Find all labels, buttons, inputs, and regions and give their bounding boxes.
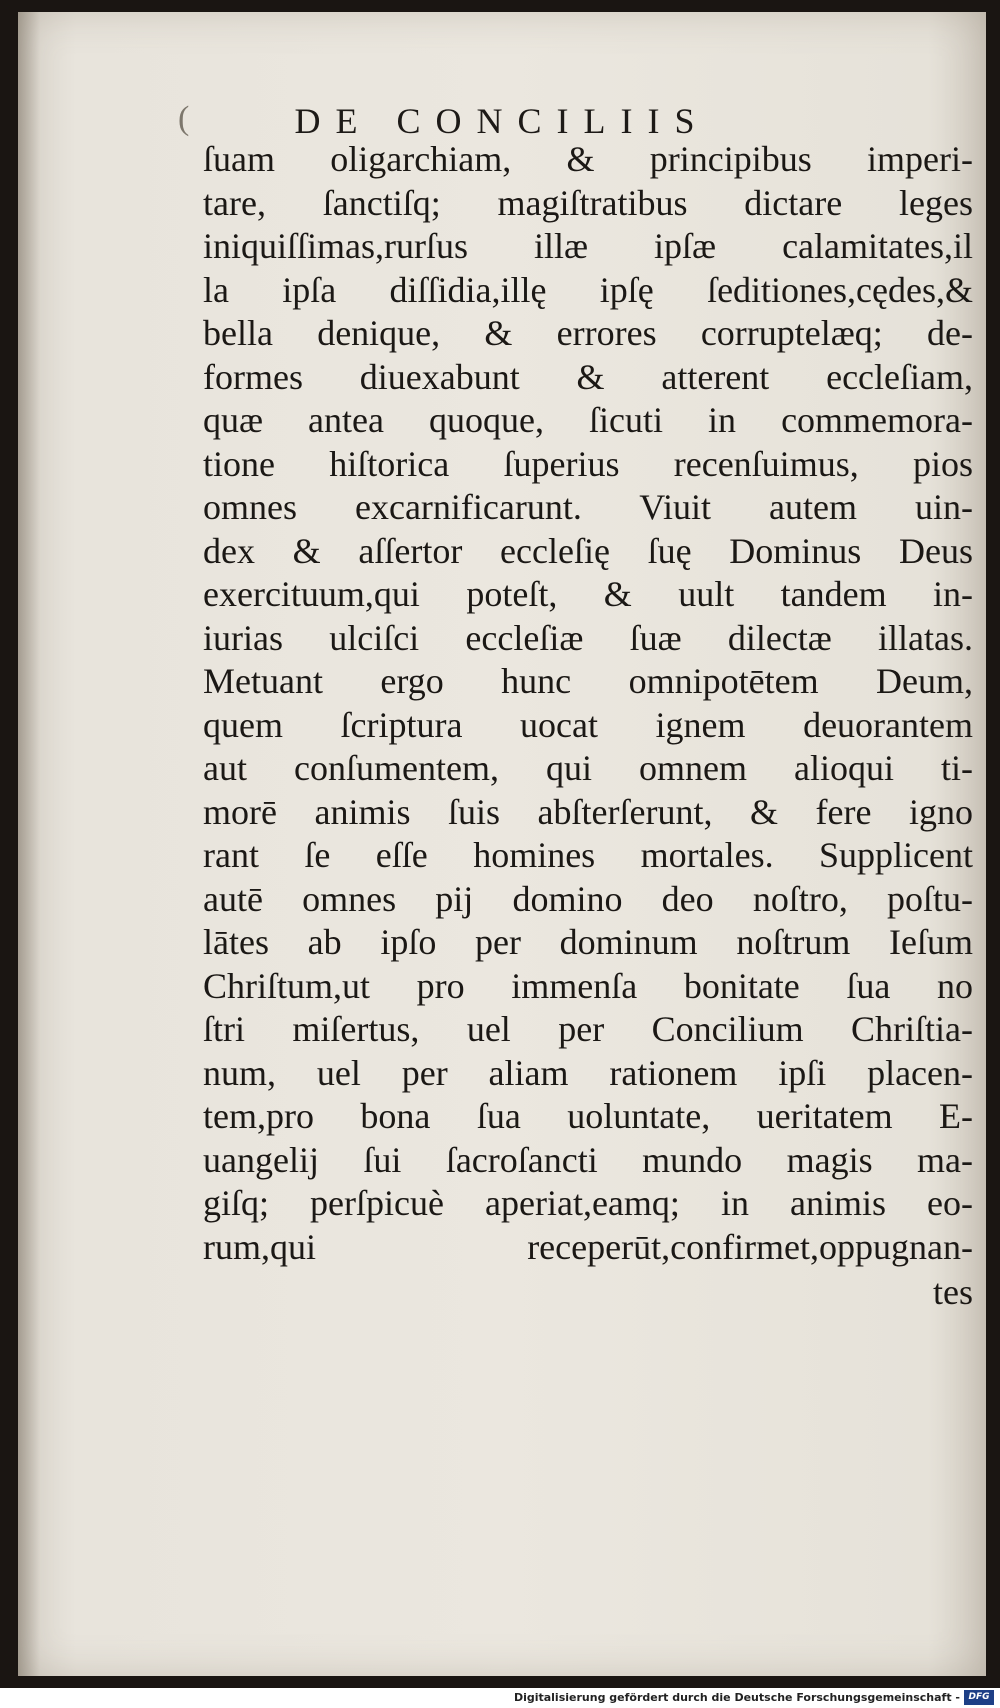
running-head: DE CONCILIIS [294,101,710,141]
text-line: quem ſcriptura uocat ignem deuorantem [203,704,973,745]
text-line: Chriſtum,ut pro immenſa bonitate ſua no [203,965,973,1006]
text-line: giſq; perſpicuè aperiat,eamq; in animis eo- [203,1183,973,1223]
text-line: tem,pro bona ſua uoluntate, ueritatem E- [203,1096,973,1136]
text-line: formes diuexabunt & atterent eccleſiam, [203,356,973,397]
text-line: omnes excarnificarunt. Viuit autem uin- [203,487,973,527]
text-line: num, uel per aliam rationem ipſi placen- [203,1052,973,1093]
text-line: uangelij ſui ſacroſancti mundo magis ma- [203,1139,973,1180]
text-line: rant ſe eſſe homines mortales. Supplicent [203,835,973,875]
text-line: la ipſa diſſidia,illę ipſę ſeditiones,cędes,& [203,269,973,310]
text-line: Metuant ergo hunc omnipotētem Deum, [203,661,973,701]
text-line: iurias ulciſci eccleſiæ ſuæ dilectæ illatas. [203,617,973,658]
catchword: tes [933,1272,973,1312]
dfg-logo[interactable]: DFG [964,1690,994,1705]
text-line: rum,qui receperūt,confirmet,oppugnan- [203,1226,973,1267]
text-line: morē animis ſuis abſterſerunt, & fere igno [203,791,973,832]
margin-mark: ( [178,100,190,137]
text-block [203,138,973,1315]
text-line: bella denique, & errores corruptelæq; de- [203,313,973,353]
book-page [18,12,986,1676]
text-line: tare, ſanctiſq; magiſtratibus dictare leges [203,182,973,223]
text-line: dex & aſſertor eccleſię ſuę Dominus Deus [203,530,973,571]
text-line: quæ antea quoque, ſicuti in commemora- [203,400,973,440]
text-line: lātes ab ipſo per dominum noſtrum Ieſum [203,922,973,962]
text-line: tione hiſtorica ſuperius recenſuimus, pios [203,443,973,484]
funding-credit: Digitalisierung gefördert durch die Deutsche Forschungsgemeinschaft - [513,1691,960,1704]
text-line: aut conſumentem, qui omnem alioqui ti- [203,748,973,788]
text-line: exercituum,qui poteſt, & uult tandem in- [203,574,973,614]
text-line: ſuam oligarchiam, & principibus imperi- [203,139,973,179]
text-line: ſtri miſertus, uel per Concilium Chriſtia- [203,1009,973,1049]
footer-bar [0,1688,1000,1708]
text-line: iniquiſſimas,rurſus illæ ipſæ calamitates,il [203,226,973,266]
text-line: autē omnes pij domino deo noſtro, poſtu- [203,878,973,919]
page-gutter-shadow [18,12,40,1676]
